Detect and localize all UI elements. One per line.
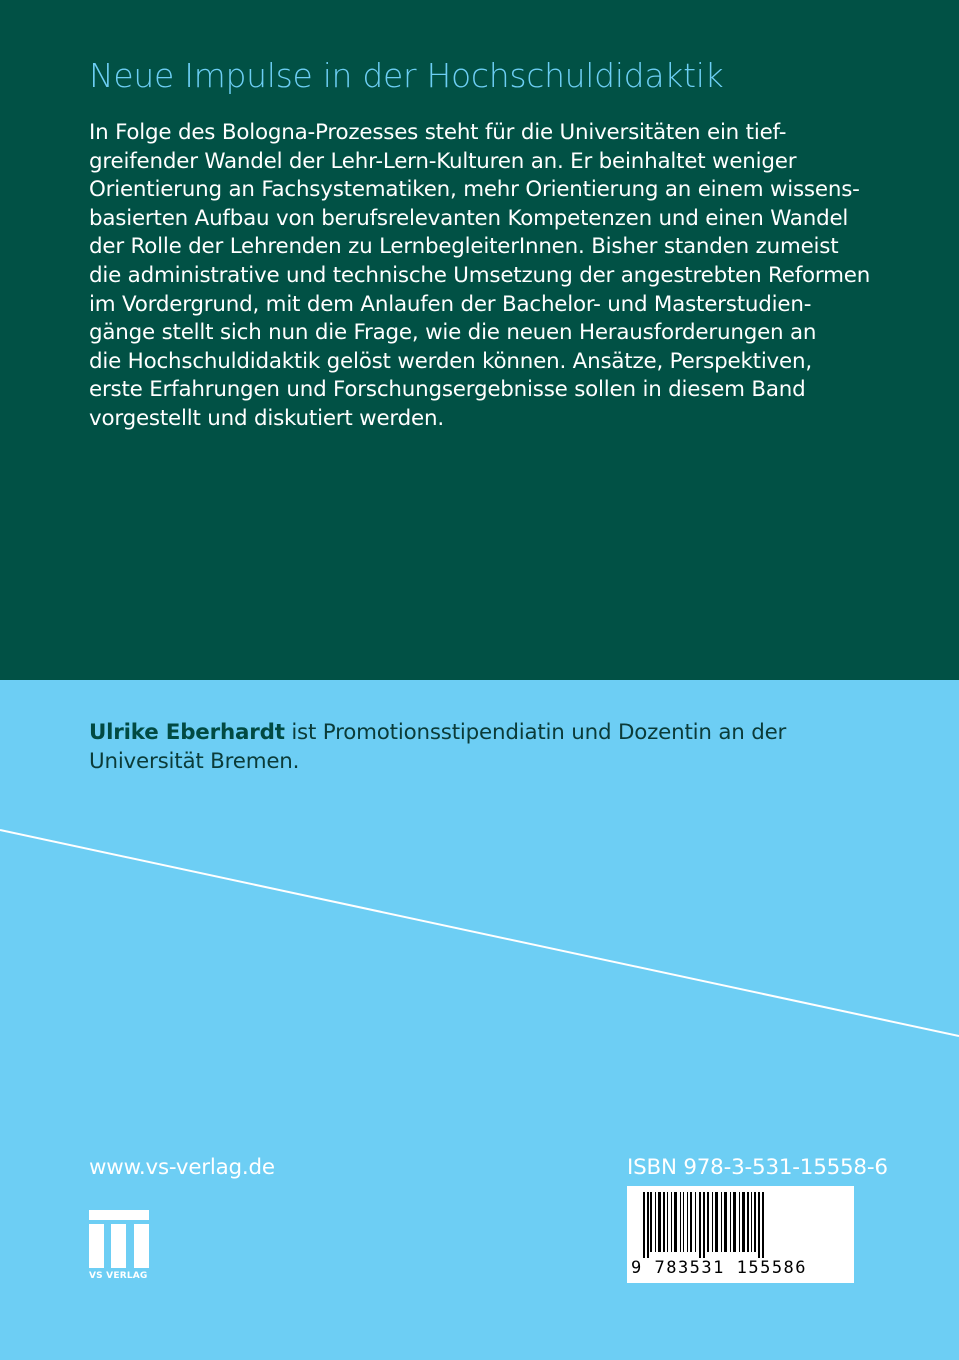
blurb-line: vorgestellt und diskutiert werden.: [89, 405, 444, 431]
barcode-bar: [758, 1192, 760, 1258]
vs-verlag-logo-icon: [89, 1210, 149, 1284]
barcode-bar: [742, 1192, 745, 1252]
logo-pillar: [111, 1224, 126, 1268]
logo-pillar: [89, 1224, 104, 1268]
author-bio-line: Universität Bremen.: [89, 748, 300, 774]
barcode-bar: [690, 1192, 692, 1252]
barcode-bar: [754, 1192, 756, 1252]
barcode-bar: [739, 1192, 740, 1252]
barcode-bar: [658, 1192, 661, 1252]
blurb-text: [89, 119, 889, 434]
blurb-line: im Vordergrund, mit dem Anlaufen der Bachelor- und Masterstudien-: [89, 291, 812, 317]
blurb-line: greifender Wandel der Lehr-Lern-Kulturen an. Er beinhaltet weniger: [89, 148, 797, 174]
blurb-line: der Rolle der Lehrenden zu LernbegleiterInnen. Bisher standen zumeist: [89, 234, 839, 260]
blurb-line: basierten Aufbau von berufsrelevanten Kompetenzen und einen Wandel: [89, 205, 849, 231]
barcode-bar: [643, 1192, 645, 1258]
barcode-bar: [724, 1192, 727, 1252]
barcode-bar: [707, 1192, 709, 1252]
blurb-line: gänge stellt sich nun die Frage, wie die neuen Herausforderungen an: [89, 320, 817, 346]
barcode-bar: [715, 1192, 718, 1252]
book-title: Neue Impulse in der Hochschuldidaktik: [89, 56, 724, 95]
author-name: Ulrike Eberhardt: [89, 720, 285, 745]
barcode-bar: [647, 1192, 649, 1258]
barcode-bar: [674, 1192, 677, 1252]
blurb-line: erste Erfahrungen und Forschungsergebnisse sollen in diesem Band: [89, 377, 806, 403]
barcode-bar: [699, 1192, 701, 1258]
barcode-bar: [683, 1192, 684, 1252]
barcode-bar: [655, 1192, 656, 1252]
barcode-bar: [663, 1192, 665, 1252]
barcode-bar: [667, 1192, 668, 1252]
barcode-bar: [680, 1192, 681, 1252]
isbn-barcode: [627, 1186, 854, 1283]
barcode-bar: [687, 1192, 688, 1252]
publisher-url[interactable]: www.vs-verlag.de: [89, 1155, 275, 1180]
author-bio-text: ist Promotionsstipendiatin und Dozentin an der: [284, 720, 787, 745]
barcode-bar: [730, 1192, 731, 1252]
blurb-line: die administrative und technische Umsetzung der angestrebten Reformen: [89, 262, 871, 288]
barcode-bar: [733, 1192, 736, 1252]
logo-text: VS VERLAG: [89, 1271, 148, 1281]
isbn-label: ISBN 978-3-531-15558-6: [627, 1155, 888, 1180]
blurb-line: die Hochschuldidaktik gelöst werden können. Ansätze, Perspektiven,: [89, 348, 812, 374]
barcode-digits: 9 783531 155586: [631, 1258, 808, 1278]
barcode-bar: [751, 1192, 752, 1252]
barcode-bar: [650, 1192, 652, 1252]
logo-bar-top: [89, 1210, 149, 1220]
barcode-bar: [712, 1192, 713, 1252]
barcode-bar: [703, 1192, 705, 1258]
barcode-bar: [695, 1192, 696, 1252]
blurb-line: Orientierung an Fachsystematiken, mehr Orientierung an einem wissens-: [89, 177, 860, 203]
barcode-bar: [721, 1192, 722, 1252]
barcode-bar: [671, 1192, 672, 1252]
logo-pillar: [134, 1224, 149, 1268]
blurb-line: In Folge des Bologna-Prozesses steht für die Universitäten ein tief-: [89, 120, 787, 145]
barcode-bar: [747, 1192, 749, 1252]
barcode-bar: [762, 1192, 764, 1258]
